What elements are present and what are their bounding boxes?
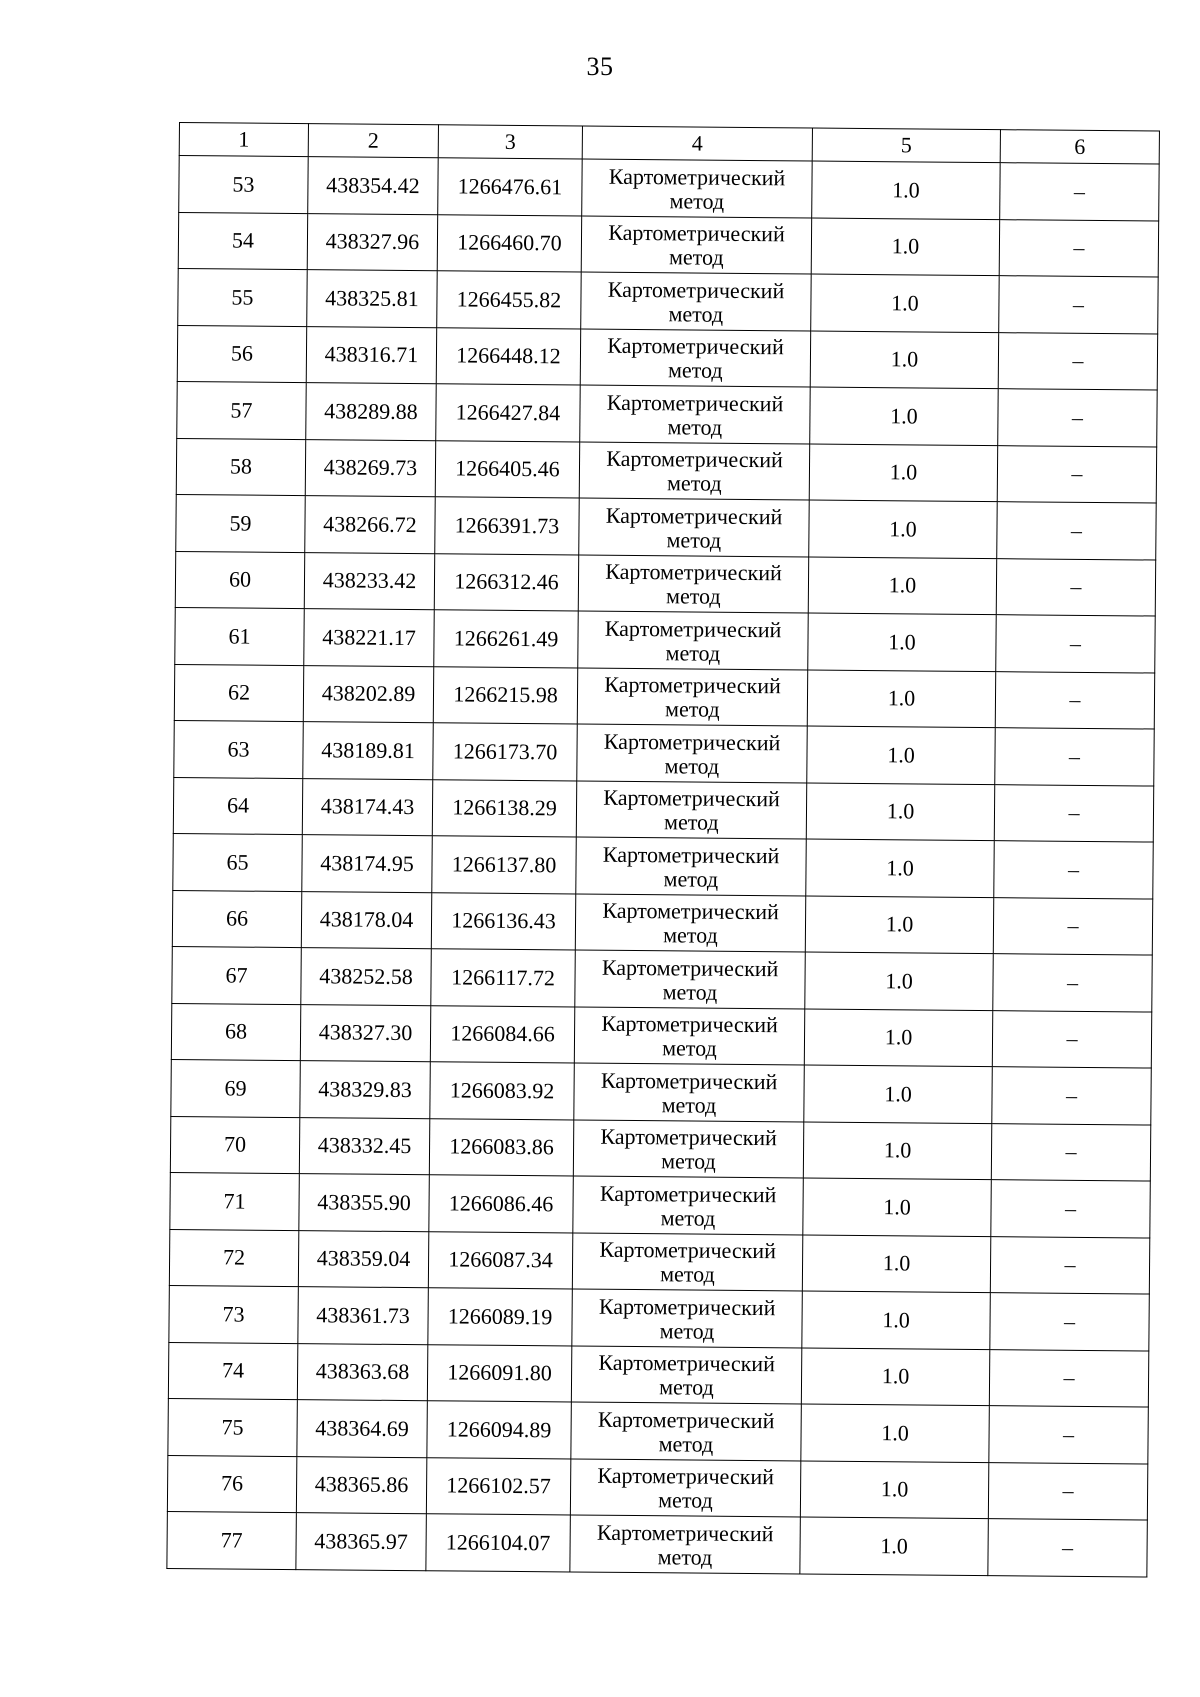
method-label-line2: метод — [661, 1091, 717, 1118]
coordinate-x-cell: 438363.68 — [297, 1343, 427, 1401]
accuracy-cell: 1.0 — [801, 1404, 989, 1462]
point-number-cell: 61 — [175, 607, 304, 665]
method-label-line2: метод — [666, 527, 722, 553]
table-row — [168, 1398, 1148, 1463]
method-cell — [570, 1458, 800, 1517]
table-body — [167, 156, 1159, 1577]
description-cell: – — [1000, 163, 1159, 221]
coordinate-x-cell: 438361.73 — [298, 1287, 428, 1345]
table-row — [179, 156, 1159, 221]
accuracy-cell: 1.0 — [810, 387, 998, 445]
coordinate-y-cell: 1266427.84 — [436, 384, 580, 442]
point-number-cell: 53 — [179, 156, 308, 214]
accuracy-cell: 1.0 — [808, 557, 996, 615]
point-number-cell: 67 — [172, 946, 301, 1004]
coordinate-x-cell: 438364.69 — [297, 1400, 427, 1458]
coordinate-y-cell: 1266136.43 — [431, 892, 575, 950]
coordinate-y-cell: 1266476.61 — [438, 158, 582, 216]
coordinate-y-cell: 1266086.46 — [429, 1175, 573, 1233]
column-header-2: 2 — [308, 124, 438, 158]
coordinate-y-cell: 1266094.89 — [427, 1401, 571, 1459]
description-cell: – — [989, 1349, 1148, 1407]
point-number-cell: 74 — [168, 1342, 297, 1400]
point-number-cell: 70 — [170, 1116, 299, 1174]
coordinate-y-cell: 1266087.34 — [428, 1231, 572, 1289]
point-number-cell: 60 — [175, 551, 304, 609]
accuracy-cell: 1.0 — [804, 1008, 992, 1066]
table-row — [173, 833, 1153, 898]
table-row — [170, 1172, 1150, 1237]
description-cell: – — [994, 784, 1153, 842]
method-label-line2: метод — [662, 979, 718, 1005]
accuracy-cell: 1.0 — [806, 839, 994, 897]
table-row — [170, 1116, 1150, 1181]
accuracy-cell: 1.0 — [800, 1517, 988, 1575]
method-label-line2: метод — [659, 1317, 715, 1344]
method-label-line2: метод — [659, 1374, 714, 1400]
description-cell: – — [989, 1406, 1148, 1464]
accuracy-cell: 1.0 — [809, 500, 997, 558]
coordinate-y-cell: 1266455.82 — [437, 271, 581, 329]
coordinate-x-cell: 438289.88 — [306, 383, 436, 441]
method-label-line2: метод — [664, 696, 720, 722]
method-cell — [580, 385, 810, 444]
method-cell — [579, 442, 809, 501]
point-number-cell: 69 — [171, 1059, 300, 1117]
method-label-line2: метод — [668, 244, 724, 271]
coordinates-table — [166, 122, 1160, 1577]
point-number-cell: 72 — [169, 1229, 298, 1287]
point-number-cell: 63 — [174, 720, 303, 778]
coordinate-x-cell: 438325.81 — [307, 270, 437, 328]
table-row — [171, 1059, 1151, 1124]
method-label-line2: метод — [661, 1148, 716, 1174]
method-cell — [578, 611, 808, 670]
method-label-line2: метод — [657, 1543, 713, 1570]
method-cell — [577, 724, 807, 783]
coordinate-x-cell: 438359.04 — [298, 1230, 428, 1288]
description-cell: – — [993, 954, 1152, 1012]
method-cell — [580, 329, 810, 388]
accuracy-cell: 1.0 — [811, 218, 999, 276]
coordinate-x-cell: 438252.58 — [301, 948, 431, 1006]
accuracy-cell: 1.0 — [811, 274, 999, 332]
coordinate-y-cell: 1266312.46 — [434, 553, 578, 611]
method-label-line1: Картометрический — [604, 615, 782, 643]
table-row — [169, 1285, 1149, 1350]
method-label-line2: метод — [660, 1204, 716, 1231]
method-cell — [578, 555, 808, 614]
method-label-line2: метод — [665, 583, 721, 609]
method-label-line1: Картометрический — [602, 897, 779, 925]
method-cell — [571, 1345, 801, 1404]
method-label-line2: метод — [664, 809, 719, 835]
description-cell: – — [992, 1067, 1151, 1125]
table-row — [176, 438, 1156, 503]
coordinate-x-cell: 438327.30 — [300, 1004, 430, 1062]
table-row — [178, 268, 1158, 333]
method-label-line1: Картометрический — [602, 841, 780, 869]
method-label-line1: Картометрический — [601, 954, 779, 982]
method-label-line1: Картометрический — [607, 332, 784, 360]
method-label-line2: метод — [660, 1261, 715, 1287]
method-label-line2: метод — [662, 1035, 717, 1061]
method-cell — [573, 1176, 803, 1235]
coordinate-x-cell: 438202.89 — [303, 665, 433, 723]
table-row — [168, 1342, 1148, 1407]
coordinate-y-cell: 1266104.07 — [426, 1514, 570, 1572]
table-row — [167, 1511, 1147, 1576]
method-label-line1: Картометрический — [607, 276, 785, 304]
coordinate-x-cell: 438189.81 — [303, 722, 433, 780]
table-row — [167, 1455, 1147, 1520]
coordinate-y-cell: 1266448.12 — [436, 327, 580, 385]
coordinate-x-cell: 438365.86 — [296, 1456, 426, 1514]
method-cell — [582, 159, 812, 218]
method-label-line1: Картометрический — [606, 389, 784, 417]
accuracy-cell: 1.0 — [812, 161, 1000, 219]
point-number-cell: 68 — [171, 1003, 300, 1061]
method-label-line2: метод — [669, 188, 725, 214]
coordinate-x-cell: 438365.97 — [296, 1513, 426, 1571]
method-cell — [576, 780, 806, 839]
coordinate-x-cell: 438174.43 — [302, 778, 432, 836]
description-cell: – — [996, 558, 1155, 616]
method-label-line2: метод — [665, 640, 721, 666]
table-row — [172, 946, 1152, 1011]
method-label-line1: Картометрический — [608, 220, 785, 247]
point-number-cell: 54 — [178, 212, 307, 270]
table-row — [175, 551, 1155, 616]
method-label-line1: Картометрический — [597, 1406, 775, 1433]
coordinate-x-cell: 438269.73 — [305, 439, 435, 497]
coordinate-y-cell: 1266083.86 — [429, 1118, 573, 1176]
coordinate-y-cell: 1266138.29 — [432, 779, 576, 837]
method-cell — [574, 1063, 804, 1122]
description-cell: – — [994, 841, 1153, 899]
description-cell: – — [990, 1236, 1149, 1294]
method-label-line1: Картометрический — [605, 558, 782, 586]
method-label-line1: Картометрический — [605, 502, 783, 530]
description-cell: – — [997, 445, 1156, 503]
method-label-line1: Картометрический — [604, 671, 781, 699]
method-cell — [575, 950, 805, 1009]
point-number-cell: 73 — [169, 1285, 298, 1343]
description-cell: – — [991, 1123, 1150, 1181]
method-label-line1: Картометрический — [599, 1180, 777, 1208]
table-row — [177, 325, 1157, 390]
accuracy-cell: 1.0 — [809, 444, 997, 502]
coordinate-y-cell: 1266102.57 — [426, 1457, 570, 1515]
coordinate-y-cell: 1266083.92 — [430, 1062, 574, 1120]
coordinate-x-cell: 438221.17 — [304, 609, 434, 667]
method-cell — [570, 1515, 800, 1574]
method-label-line1: Картометрический — [600, 1123, 777, 1151]
method-cell — [576, 837, 806, 896]
page-number: 35 — [586, 52, 614, 81]
coordinate-x-cell: 438329.83 — [300, 1061, 430, 1119]
accuracy-cell: 1.0 — [805, 952, 993, 1010]
description-cell: – — [995, 671, 1154, 729]
method-cell — [574, 1006, 804, 1065]
method-cell — [573, 1119, 803, 1178]
description-cell: – — [992, 1010, 1151, 1068]
table-row — [176, 494, 1156, 559]
description-cell: – — [998, 332, 1157, 390]
method-label-line2: метод — [658, 1430, 714, 1457]
table-row — [173, 777, 1153, 842]
description-cell: – — [999, 219, 1158, 277]
accuracy-cell: 1.0 — [800, 1460, 988, 1518]
description-cell: – — [995, 728, 1154, 786]
coordinate-x-cell: 438327.96 — [307, 213, 437, 271]
description-cell: – — [990, 1293, 1149, 1351]
method-cell — [581, 216, 811, 275]
method-label-line2: метод — [663, 922, 718, 948]
method-cell — [572, 1232, 802, 1291]
method-label-line1: Картометрический — [606, 445, 783, 473]
description-cell: – — [991, 1180, 1150, 1238]
accuracy-cell: 1.0 — [804, 1065, 992, 1123]
method-label-line2: метод — [664, 753, 720, 779]
point-number-cell: 76 — [167, 1455, 296, 1513]
accuracy-cell: 1.0 — [807, 670, 995, 728]
column-header-5: 5 — [812, 128, 1000, 163]
table-row — [172, 890, 1152, 955]
method-label-line1: Картометрический — [598, 1349, 776, 1377]
method-cell — [581, 272, 811, 331]
description-cell: – — [997, 502, 1156, 560]
point-number-cell: 71 — [170, 1172, 299, 1230]
coordinate-y-cell: 1266117.72 — [431, 949, 575, 1007]
point-number-cell: 77 — [167, 1511, 296, 1569]
point-number-cell: 66 — [172, 890, 301, 948]
method-label-line2: метод — [668, 301, 724, 327]
column-header-1: 1 — [179, 123, 308, 157]
coordinate-x-cell: 438178.04 — [301, 891, 431, 949]
coordinate-y-cell: 1266091.80 — [427, 1344, 571, 1402]
coordinate-x-cell: 438354.42 — [308, 157, 438, 215]
method-cell — [572, 1289, 802, 1348]
coordinate-x-cell: 438355.90 — [299, 1174, 429, 1232]
method-cell — [571, 1402, 801, 1461]
coordinate-y-cell: 1266173.70 — [433, 723, 577, 781]
coordinate-y-cell: 1266215.98 — [433, 666, 577, 724]
method-label-line1: Картометрический — [601, 1010, 778, 1038]
method-label-line2: метод — [663, 866, 719, 892]
description-cell: – — [999, 276, 1158, 334]
coordinate-x-cell: 438174.95 — [302, 835, 432, 893]
method-label-line2: метод — [666, 470, 722, 496]
column-header-6: 6 — [1000, 130, 1159, 164]
accuracy-cell: 1.0 — [806, 783, 994, 841]
description-cell: – — [988, 1462, 1147, 1520]
method-label-line1: Картометрический — [603, 784, 780, 812]
table-row — [175, 607, 1155, 672]
point-number-cell: 65 — [173, 833, 302, 891]
method-cell — [579, 498, 809, 557]
column-header-4: 4 — [582, 126, 812, 161]
coordinate-y-cell: 1266391.73 — [435, 497, 579, 555]
coordinate-x-cell: 438332.45 — [299, 1117, 429, 1175]
method-label-line1: Картометрический — [597, 1462, 775, 1490]
point-number-cell: 58 — [176, 438, 305, 496]
accuracy-cell: 1.0 — [805, 895, 993, 953]
accuracy-cell: 1.0 — [807, 726, 995, 784]
method-label-line2: метод — [658, 1487, 713, 1513]
accuracy-cell: 1.0 — [802, 1234, 990, 1292]
description-cell: – — [998, 389, 1157, 447]
method-label-line1: Картометрический — [599, 1236, 777, 1264]
point-number-cell: 57 — [177, 381, 306, 439]
method-label-line1: Картометрический — [608, 163, 786, 191]
method-cell — [575, 893, 805, 952]
description-cell: – — [988, 1519, 1147, 1577]
point-number-cell: 55 — [178, 268, 307, 326]
method-label-line2: метод — [667, 357, 723, 384]
description-cell: – — [993, 897, 1152, 955]
point-number-cell: 75 — [168, 1398, 297, 1456]
table-row — [171, 1003, 1151, 1068]
accuracy-cell: 1.0 — [803, 1121, 991, 1179]
point-number-cell: 64 — [173, 777, 302, 835]
table-row — [174, 720, 1154, 785]
table-row — [178, 212, 1158, 277]
accuracy-cell: 1.0 — [808, 613, 996, 671]
accuracy-cell: 1.0 — [801, 1347, 989, 1405]
method-label-line1: Картометрический — [596, 1519, 774, 1546]
accuracy-cell: 1.0 — [810, 331, 998, 389]
method-label-line1: Картометрический — [603, 728, 781, 756]
point-number-cell: 56 — [177, 325, 306, 383]
coordinate-y-cell: 1266089.19 — [428, 1288, 572, 1346]
method-cell — [577, 668, 807, 727]
method-label-line2: метод — [667, 414, 723, 440]
table-row — [174, 664, 1154, 729]
coordinate-y-cell: 1266137.80 — [432, 836, 576, 894]
coordinate-y-cell: 1266460.70 — [437, 214, 581, 272]
coordinate-y-cell: 1266405.46 — [435, 440, 579, 498]
coordinate-x-cell: 438316.71 — [306, 326, 436, 384]
coordinate-y-cell: 1266261.49 — [434, 610, 578, 668]
method-label-line1: Картометрический — [598, 1293, 776, 1320]
accuracy-cell: 1.0 — [803, 1178, 991, 1236]
table-row — [169, 1229, 1149, 1294]
table-row — [177, 381, 1157, 446]
coordinate-x-cell: 438266.72 — [305, 496, 435, 554]
accuracy-cell: 1.0 — [802, 1291, 990, 1349]
point-number-cell: 62 — [174, 664, 303, 722]
point-number-cell: 59 — [176, 494, 305, 552]
coordinate-y-cell: 1266084.66 — [430, 1005, 574, 1063]
column-header-3: 3 — [438, 125, 582, 159]
method-label-line1: Картометрический — [600, 1067, 778, 1095]
description-cell: – — [996, 615, 1155, 673]
coordinate-x-cell: 438233.42 — [304, 552, 434, 610]
